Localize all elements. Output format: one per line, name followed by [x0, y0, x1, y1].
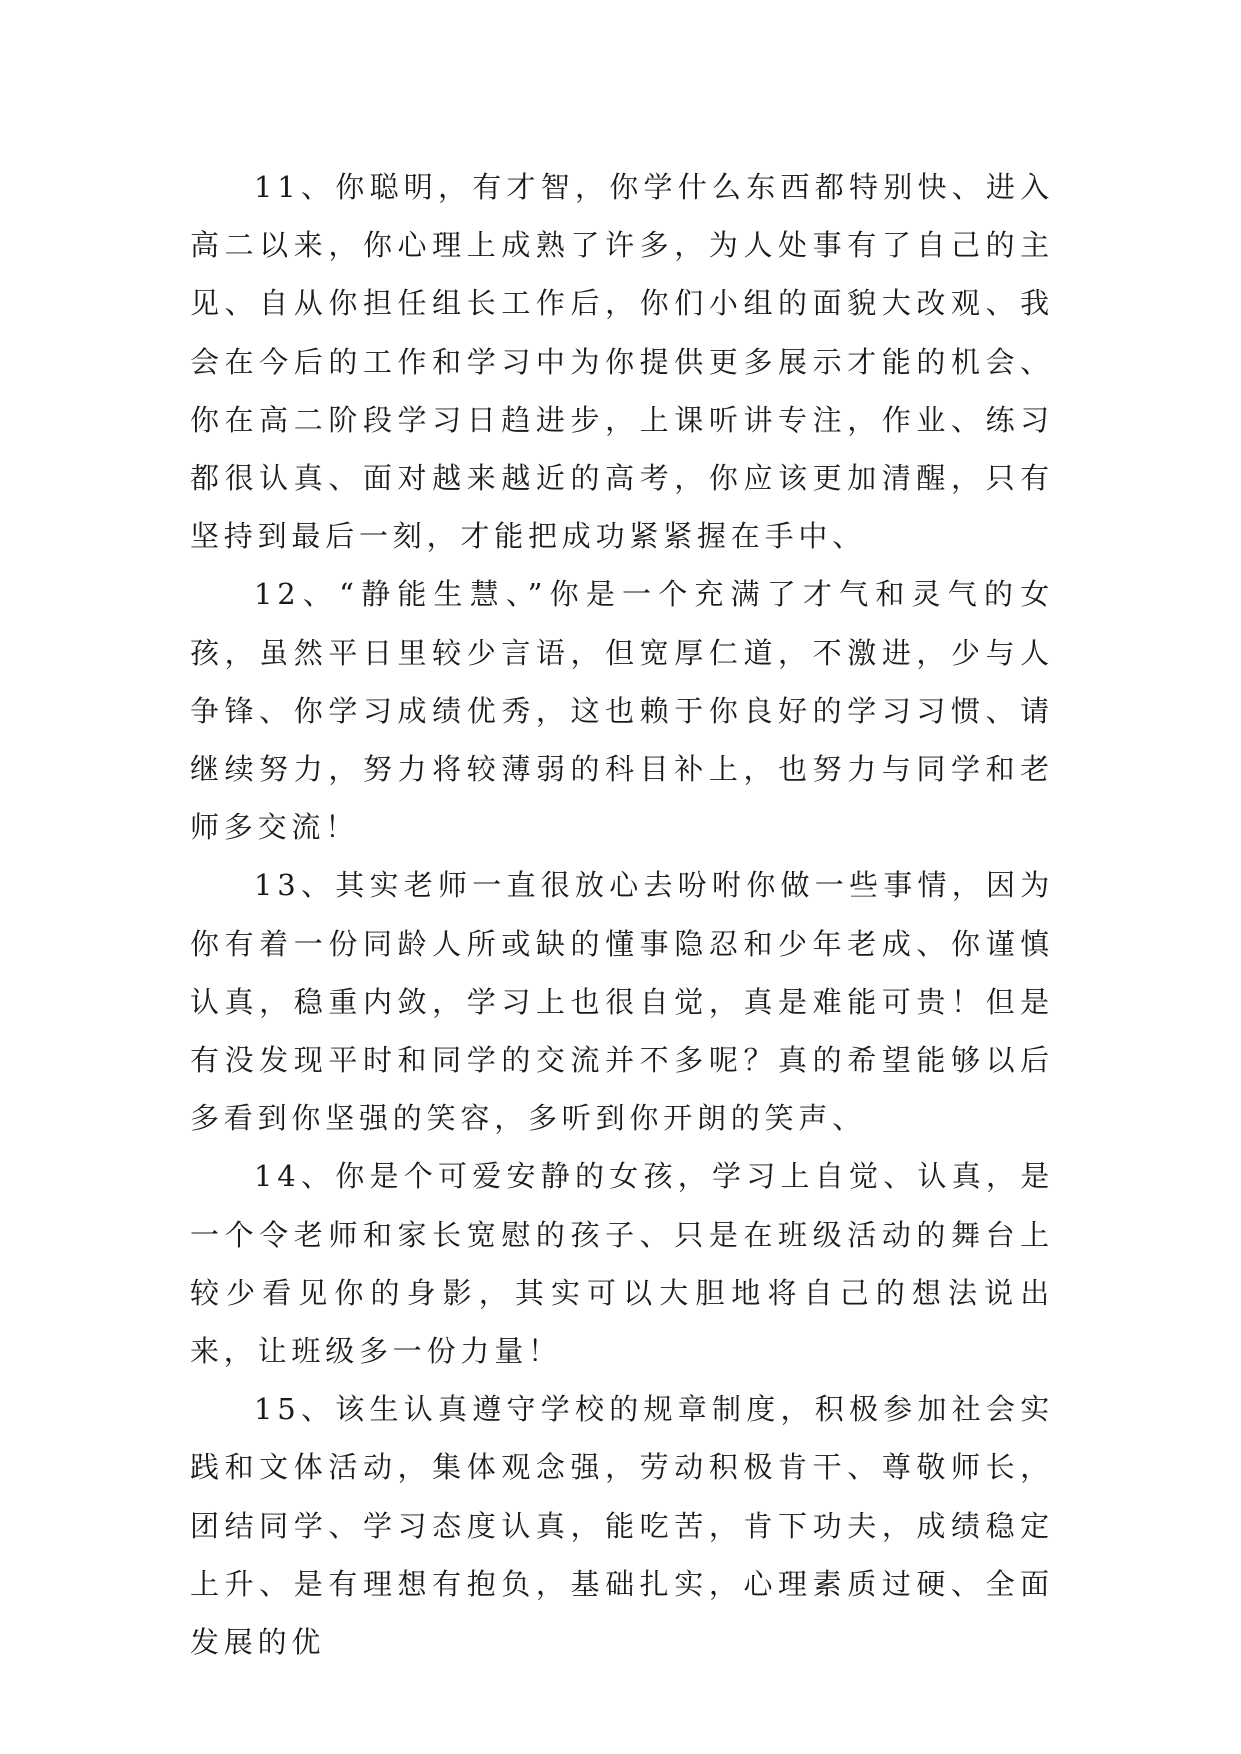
comment-paragraph-15: 15、该生认真遵守学校的规章制度，积极参加社会实践和文体活动，集体观念强，劳动积极肯干、尊敬师长，团结同学、学习态度认真，能吃苦，肯下功夫，成绩稳定上升、是有理想有抱负，基础扎实，心理素质过硬、全面发展的优 [190, 1392, 1054, 1660]
comment-paragraph-12: 12、“静能生慧、”你是一个充满了才气和灵气的女孩，虽然平日里较少言语，但宽厚仁道，不激进，少与人争锋、你学习成绩优秀，这也赖于你良好的学习习惯、请继续努力，努力将较薄弱的科目补上，也努力与同学和老师多交流！ [190, 577, 1054, 845]
comment-paragraph-11: 11、你聪明，有才智，你学什么东西都特别快、进入高二以来，你心理上成熟了许多，为人处事有了自己的主见、自从你担任组长工作后，你们小组的面貌大改观、我会在今后的工作和学习中为你提供更多展示才能的机会、你在高二阶段学习日趋进步，上课听讲专注，作业、练习都很认真、面对越来越近的高考，你应该更加清醒，只有坚持到最后一刻，才能把成功紧紧握在手中、 [190, 170, 1054, 554]
comment-paragraph-13: 13、其实老师一直很放心去吩咐你做一些事情，因为你有着一份同龄人所或缺的懂事隐忍和少年老成、你谨慎认真，稳重内敛，学习上也很自觉，真是难能可贵！但是有没发现平时和同学的交流并不多呢？真的希望能够以后多看到你坚强的笑容，多听到你开朗的笑声、 [190, 868, 1054, 1136]
comment-paragraph-14: 14、你是个可爱安静的女孩，学习上自觉、认真，是一个令老师和家长宽慰的孩子、只是在班级活动的舞台上较少看见你的身影，其实可以大胆地将自己的想法说出来，让班级多一份力量！ [190, 1159, 1054, 1369]
document-page [190, 158, 1054, 1671]
